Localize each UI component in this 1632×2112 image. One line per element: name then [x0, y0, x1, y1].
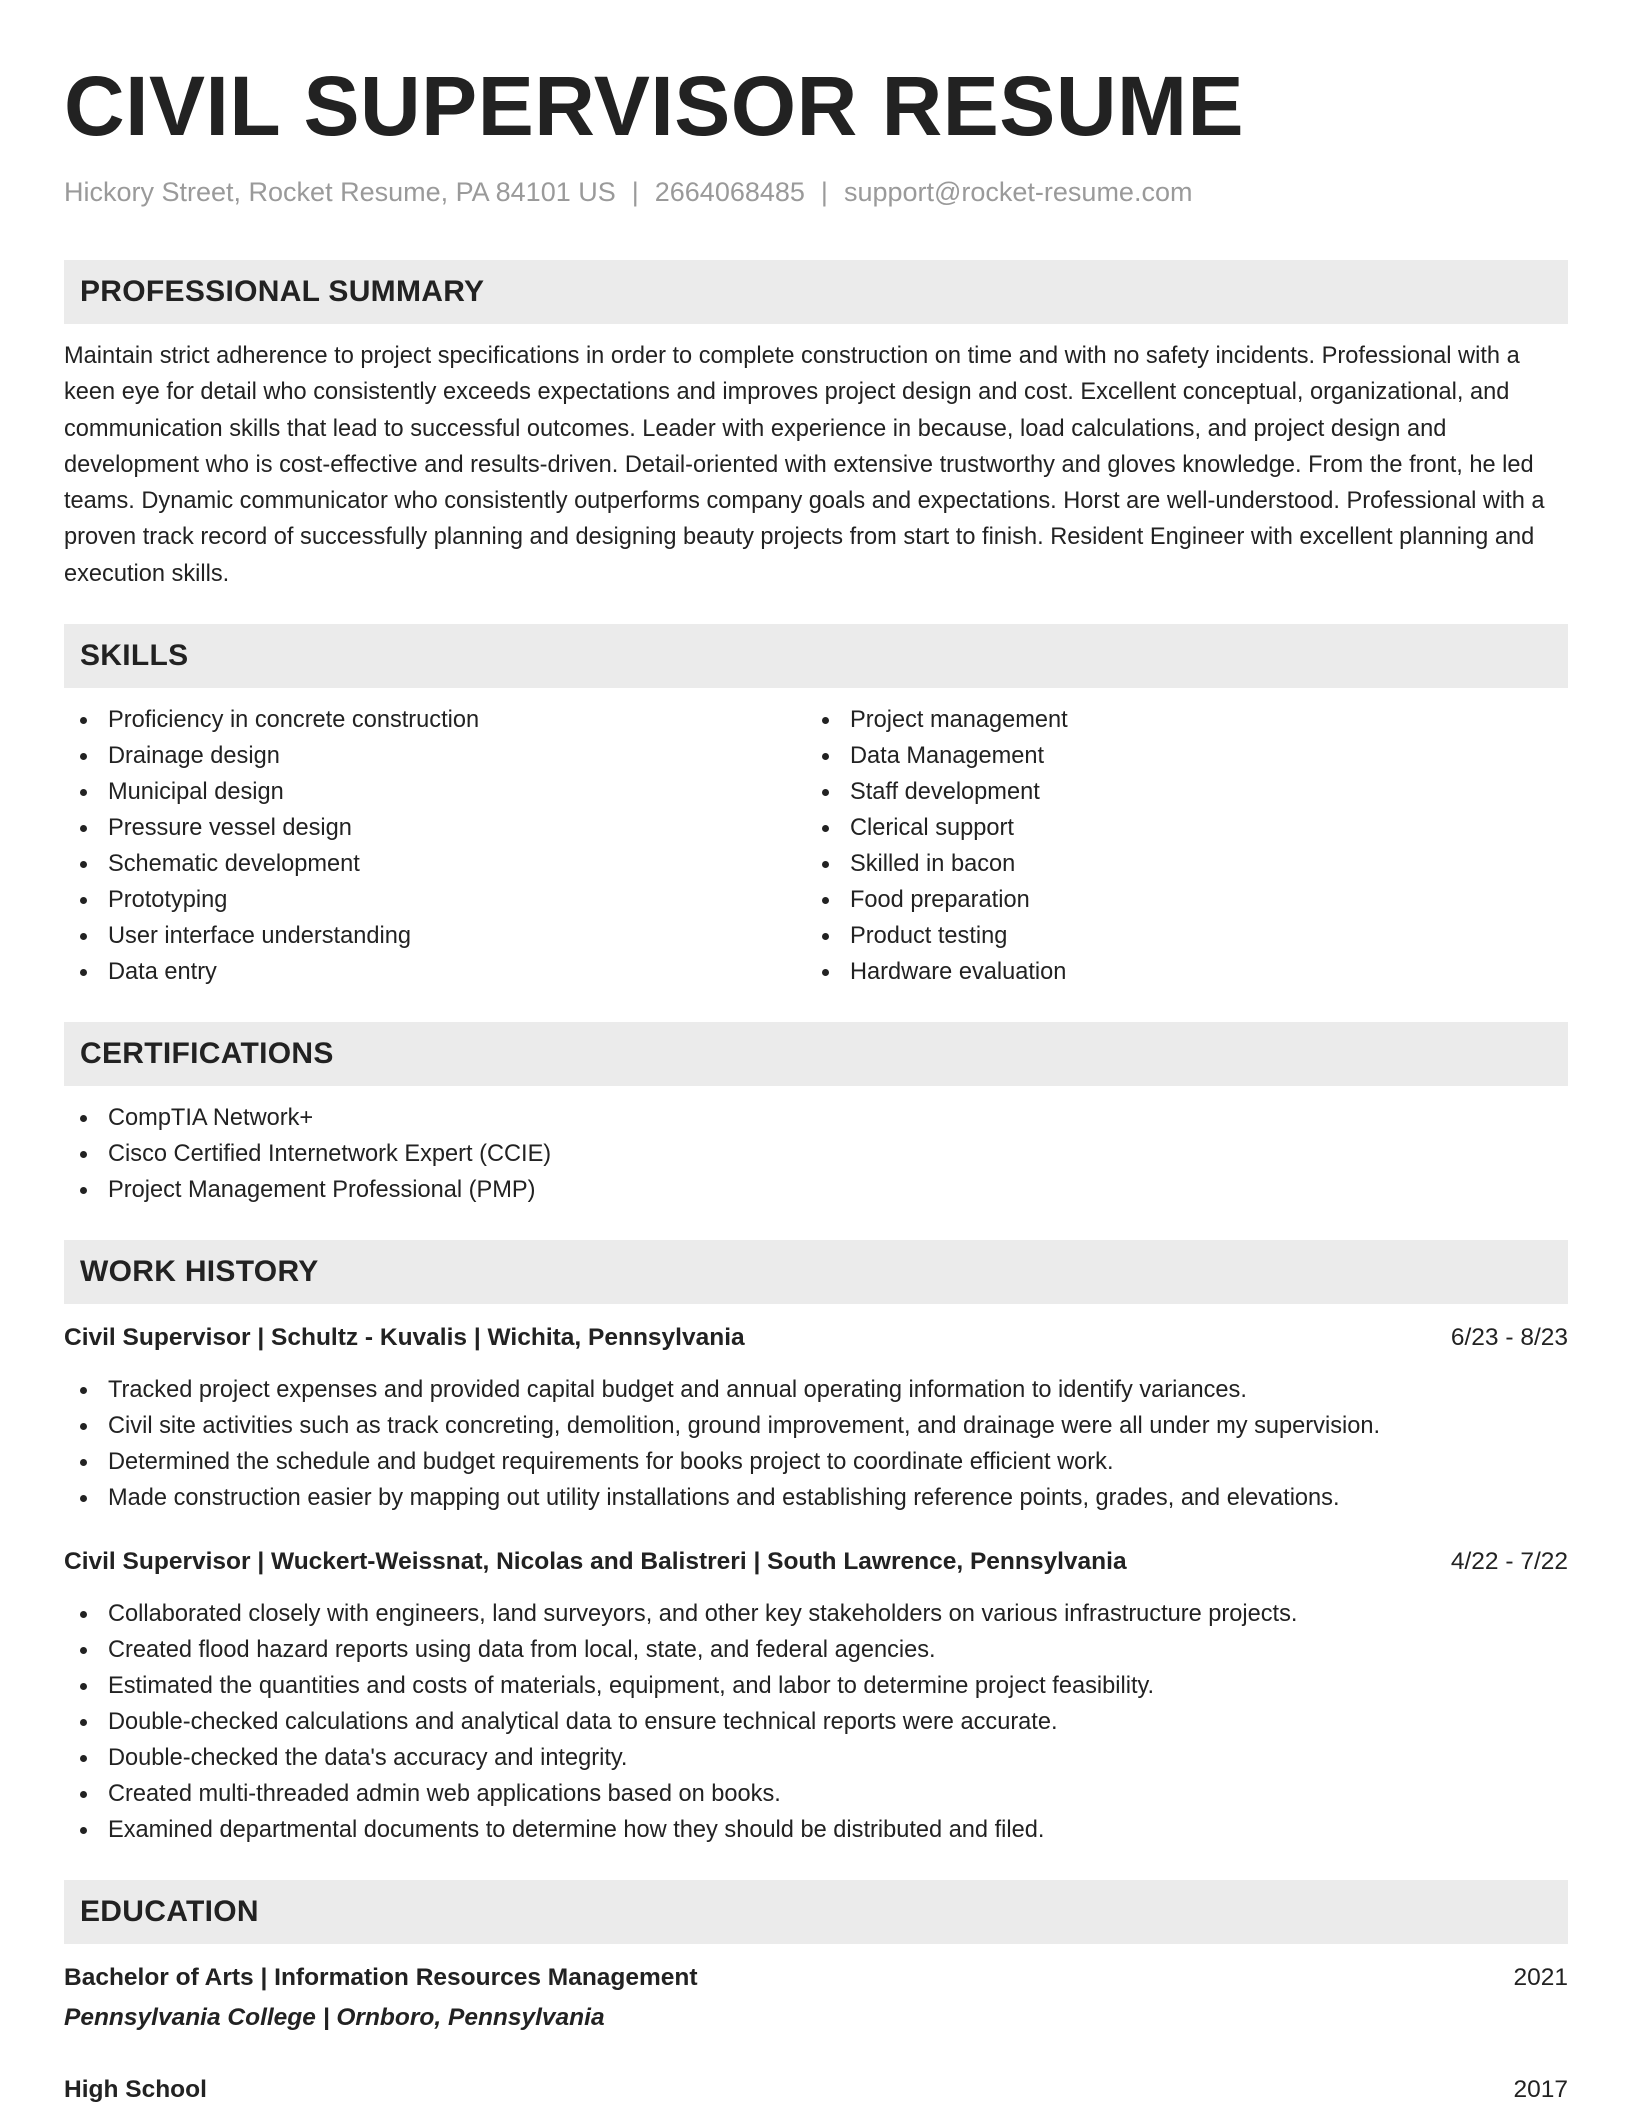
education-entry [64, 2072, 1568, 2108]
skill-item: Skilled in bacon [806, 846, 1548, 882]
education-entry [64, 1960, 1568, 2036]
certification-item: Cisco Certified Internetwork Expert (CCIE) [64, 1136, 1568, 1172]
skill-item: Schematic development [64, 846, 806, 882]
job-bullet: Civil site activities such as track concreting, demolition, ground improvement, and drainage were all under my supervision. [64, 1408, 1568, 1444]
skill-item: Prototyping [64, 882, 806, 918]
skill-item: Product testing [806, 918, 1548, 954]
job-bullet: Created flood hazard reports using data from local, state, and federal agencies. [64, 1632, 1568, 1668]
job-dates: 4/22 - 7/22 [1450, 1548, 1568, 1576]
job-bullets [64, 1372, 1568, 1516]
skills-section [64, 624, 1568, 990]
job-entry [64, 1320, 1568, 1516]
job-bullet: Created multi-threaded admin web applications based on books. [64, 1776, 1568, 1812]
certifications-section [64, 1022, 1568, 1208]
job-title: Civil Supervisor | Schultz - Kuvalis | Wichita, Pennsylvania [64, 1324, 745, 1352]
education-header [64, 2072, 1568, 2108]
summary-heading: PROFESSIONAL SUMMARY [64, 260, 1568, 324]
skill-item: Food preparation [806, 882, 1548, 918]
certifications-heading: CERTIFICATIONS [64, 1022, 1568, 1086]
skill-item: Clerical support [806, 810, 1548, 846]
skills-list-right [806, 702, 1548, 990]
skill-item: Project management [806, 702, 1548, 738]
job-bullet: Double-checked calculations and analytical data to ensure technical reports were accurate. [64, 1704, 1568, 1740]
contact-email: support@rocket-resume.com [843, 177, 1193, 207]
job-header [64, 1544, 1568, 1580]
skills-grid [64, 702, 1568, 990]
skill-item: Data Management [806, 738, 1548, 774]
contact-line [64, 174, 1568, 210]
job-entry [64, 1544, 1568, 1848]
degree-title: High School [64, 2076, 207, 2104]
contact-phone: 2664068485 [654, 177, 805, 207]
education-section [64, 1880, 1568, 2108]
job-bullet: Tracked project expenses and provided capital budget and annual operating information to identify variances. [64, 1372, 1568, 1408]
skill-item: Hardware evaluation [806, 954, 1548, 990]
job-bullet: Estimated the quantities and costs of materials, equipment, and labor to determine project feasibility. [64, 1668, 1568, 1704]
skills-heading: SKILLS [64, 624, 1568, 688]
summary-text: Maintain strict adherence to project specifications in order to complete construction on time and with no safety incidents. Professional with a keen eye for detail who consistently exceeds expectations and improves project design and cost. Excellent conceptual, organizational, and communication skills that lead to successful outcomes. Leader with experience in because, load calculations, and project design and development who is cost-effective and results-driven. Detail-oriented with extensive trustworthy and gloves knowledge. From the front, he led teams. Dynamic communicator who consistently outperforms company goals and expectations. Horst are well-understood. Professional with a proven track record of successfully planning and designing beauty projects from start to finish. Resident Engineer with excellent planning and execution skills. [64, 343, 1545, 587]
skill-item: Drainage design [64, 738, 806, 774]
skill-item: Pressure vessel design [64, 810, 806, 846]
education-heading: EDUCATION [64, 1880, 1568, 1944]
skills-list-left [64, 702, 806, 990]
skill-item: User interface understanding [64, 918, 806, 954]
education-header [64, 1960, 1568, 1996]
work-history-heading: WORK HISTORY [64, 1240, 1568, 1304]
job-bullets [64, 1596, 1568, 1848]
graduation-year: 2017 [1513, 2076, 1568, 2104]
work-history-section [64, 1240, 1568, 1848]
degree-title: Bachelor of Arts | Information Resources Management [64, 1964, 698, 1992]
skill-item: Data entry [64, 954, 806, 990]
job-dates: 6/23 - 8/23 [1450, 1324, 1568, 1352]
job-header [64, 1320, 1568, 1356]
certifications-list [64, 1100, 1568, 1208]
job-bullet: Made construction easier by mapping out utility installations and establishing reference points, grades, and elevations. [64, 1480, 1568, 1516]
certification-item: Project Management Professional (PMP) [64, 1172, 1568, 1208]
job-bullet: Double-checked the data's accuracy and integrity. [64, 1740, 1568, 1776]
job-bullet: Collaborated closely with engineers, land surveyors, and other key stakeholders on various infrastructure projects. [64, 1596, 1568, 1632]
contact-separator: | [820, 177, 828, 207]
contact-separator: | [631, 177, 639, 207]
graduation-year: 2021 [1513, 1964, 1568, 1992]
skill-item: Municipal design [64, 774, 806, 810]
job-bullet: Examined departmental documents to determine how they should be distributed and filed. [64, 1812, 1568, 1848]
summary-section [64, 260, 1568, 592]
page-title: CIVIL SUPERVISOR RESUME [64, 59, 1244, 153]
contact-address: Hickory Street, Rocket Resume, PA 84101 US [64, 177, 616, 207]
school-name: Pennsylvania College | Ornboro, Pennsylvania [64, 2004, 605, 2032]
skill-item: Staff development [806, 774, 1548, 810]
certification-item: CompTIA Network+ [64, 1100, 1568, 1136]
job-title: Civil Supervisor | Wuckert-Weissnat, Nicolas and Balistreri | South Lawrence, Pennsylvania [64, 1548, 1127, 1576]
job-bullet: Determined the schedule and budget requirements for books project to coordinate efficient work. [64, 1444, 1568, 1480]
skill-item: Proficiency in concrete construction [64, 702, 806, 738]
